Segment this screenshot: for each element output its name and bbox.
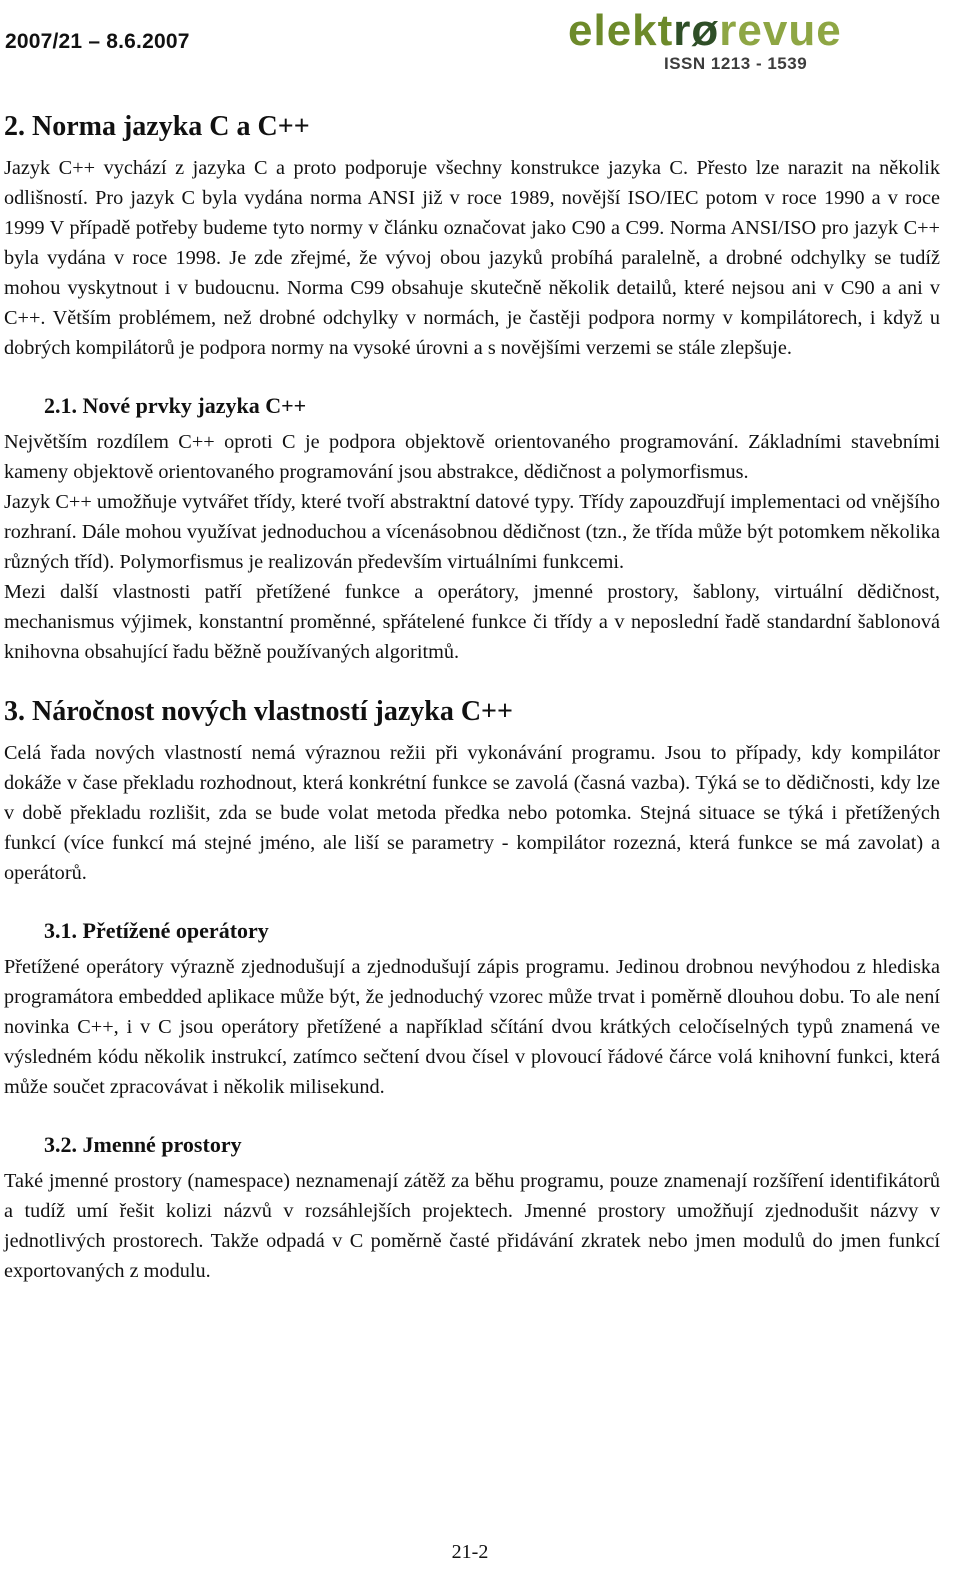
paragraph: Také jmenné prostory (namespace) neznamenají zátěž za běhu programu, pouze znamenají rozšíření identifikátorů a tudíž umí řešit kolizi názvů v rozsáhlejších projektech. Jmenné prostory umožňují zjednodušit názvy v jednotlivých prostorech. Takže odpadá v C poměrně časté přidávání zkratek nebo jmen modulů do jmen funkcí exportovaných z modulu. xyxy=(4,1170,940,1282)
paragraph: Jazyk C++ vychází z jazyka C a proto podporuje všechny konstrukce jazyka C. Přesto lze narazit na několik odlišností. Pro jazyk C byla vydána norma ANSI již v roce 1989, novější ISO/IEC potom v roce 1990 a v roce 1999 V případě potřeby budeme tyto normy v článku označovat jako C90 a C99. Norma ANSI/ISO pro jazyk C++ byla vydána v roce 1998. Je zde zřejmé, že vývoj obou jazyků probíhá paralelně, a drobné odchylky se tudíž mohou vyskytnout i v budoucnu. Norma C99 obsahuje skutečně několik detailů, které nejsou ani v C90 a ani v C++. Větším problémem, než drobné odchylky v normách, je častěji podpora normy v kompilátorech, i když u dobrých kompilátorů je podpora normy na vysoké úrovni a s novějšími verzemi se stále zlepšuje. xyxy=(4,157,940,359)
logo-wordmark: elektrørevue xyxy=(568,6,842,55)
paragraph: Jazyk C++ umožňuje vytvářet třídy, které tvoří abstraktní datové typy. Třídy zapouzdřují implementaci od vnějšího rozhraní. Dále mohou využívat jednoduchou a vícenásobnou dědičnost (tzn., že třída může být potomkem několika různých tříd). Polymorfismus je realizován především virtuálními funkcemi. xyxy=(4,491,940,573)
article-body xyxy=(4,108,940,1286)
issue-date: 2007/21 – 8.6.2007 xyxy=(5,30,190,53)
section-heading-3-1: 3.1. Přetížené operátory xyxy=(44,918,269,943)
section-heading-2-1: 2.1. Nové prvky jazyka C++ xyxy=(44,393,307,418)
paragraph: Největším rozdílem C++ oproti C je podpora objektově orientovaného programování. Základními stavebními kameny objektově orientovaného programování jsou abstrakce, dědičnost a polymorfismus. xyxy=(4,431,940,483)
paragraph: Celá řada nových vlastností nemá výraznou režii při vykonávání programu. Jsou to případy, kdy kompilátor dokáže v čase překladu rozhodnout, která konkrétní funkce se zavolá (časná vazba). Týká se to dědičnosti, kdy lze v době překladu rozlišit, zda se bude volat metoda předka nebo potomka. Stejná situace se týká i přetížených funkcí (více funkcí má stejné jméno, ale liší se parametry - kompilátor rozezná, která funkce se má zavolat) a operátorů. xyxy=(4,742,940,884)
elektrorevue-logo xyxy=(568,6,953,76)
section-heading-3: 3. Náročnost nových vlastností jazyka C++ xyxy=(4,696,513,727)
logo-issn: ISSN 1213 - 1539 xyxy=(664,54,808,73)
paragraph: Přetížené operátory výrazně zjednodušují a zjednodušují zápis programu. Jedinou drobnou nevýhodou z hlediska programátora embedded aplikace může být, že jednoduchý vzorec může trvat i poměrně dlouhou dobu. To ale není novinka C++, i v C jsou operátory přetížené a například sčítání dvou krátkých celočíselných typů znamená ve výsledném kódu několik instrukcí, zatímco sečtení dvou čísel v plovoucí řádové čárce volá knihovní funkci, která může součet zpracovávat i několik milisekund. xyxy=(4,956,940,1098)
section-heading-3-2: 3.2. Jmenné prostory xyxy=(44,1132,242,1157)
paragraph: Mezi další vlastnosti patří přetížené funkce a operátory, jmenné prostory, šablony, virtuální dědičnost, mechanismus výjimek, konstantní proměnné, spřátelené funkce či třídy a v neposlední řadě standardní šablonová knihovna obsahující řadu běžně používaných algoritmů. xyxy=(4,581,940,663)
section-heading-2: 2. Norma jazyka C a C++ xyxy=(4,111,310,142)
page-number: 21-2 xyxy=(451,1541,489,1563)
